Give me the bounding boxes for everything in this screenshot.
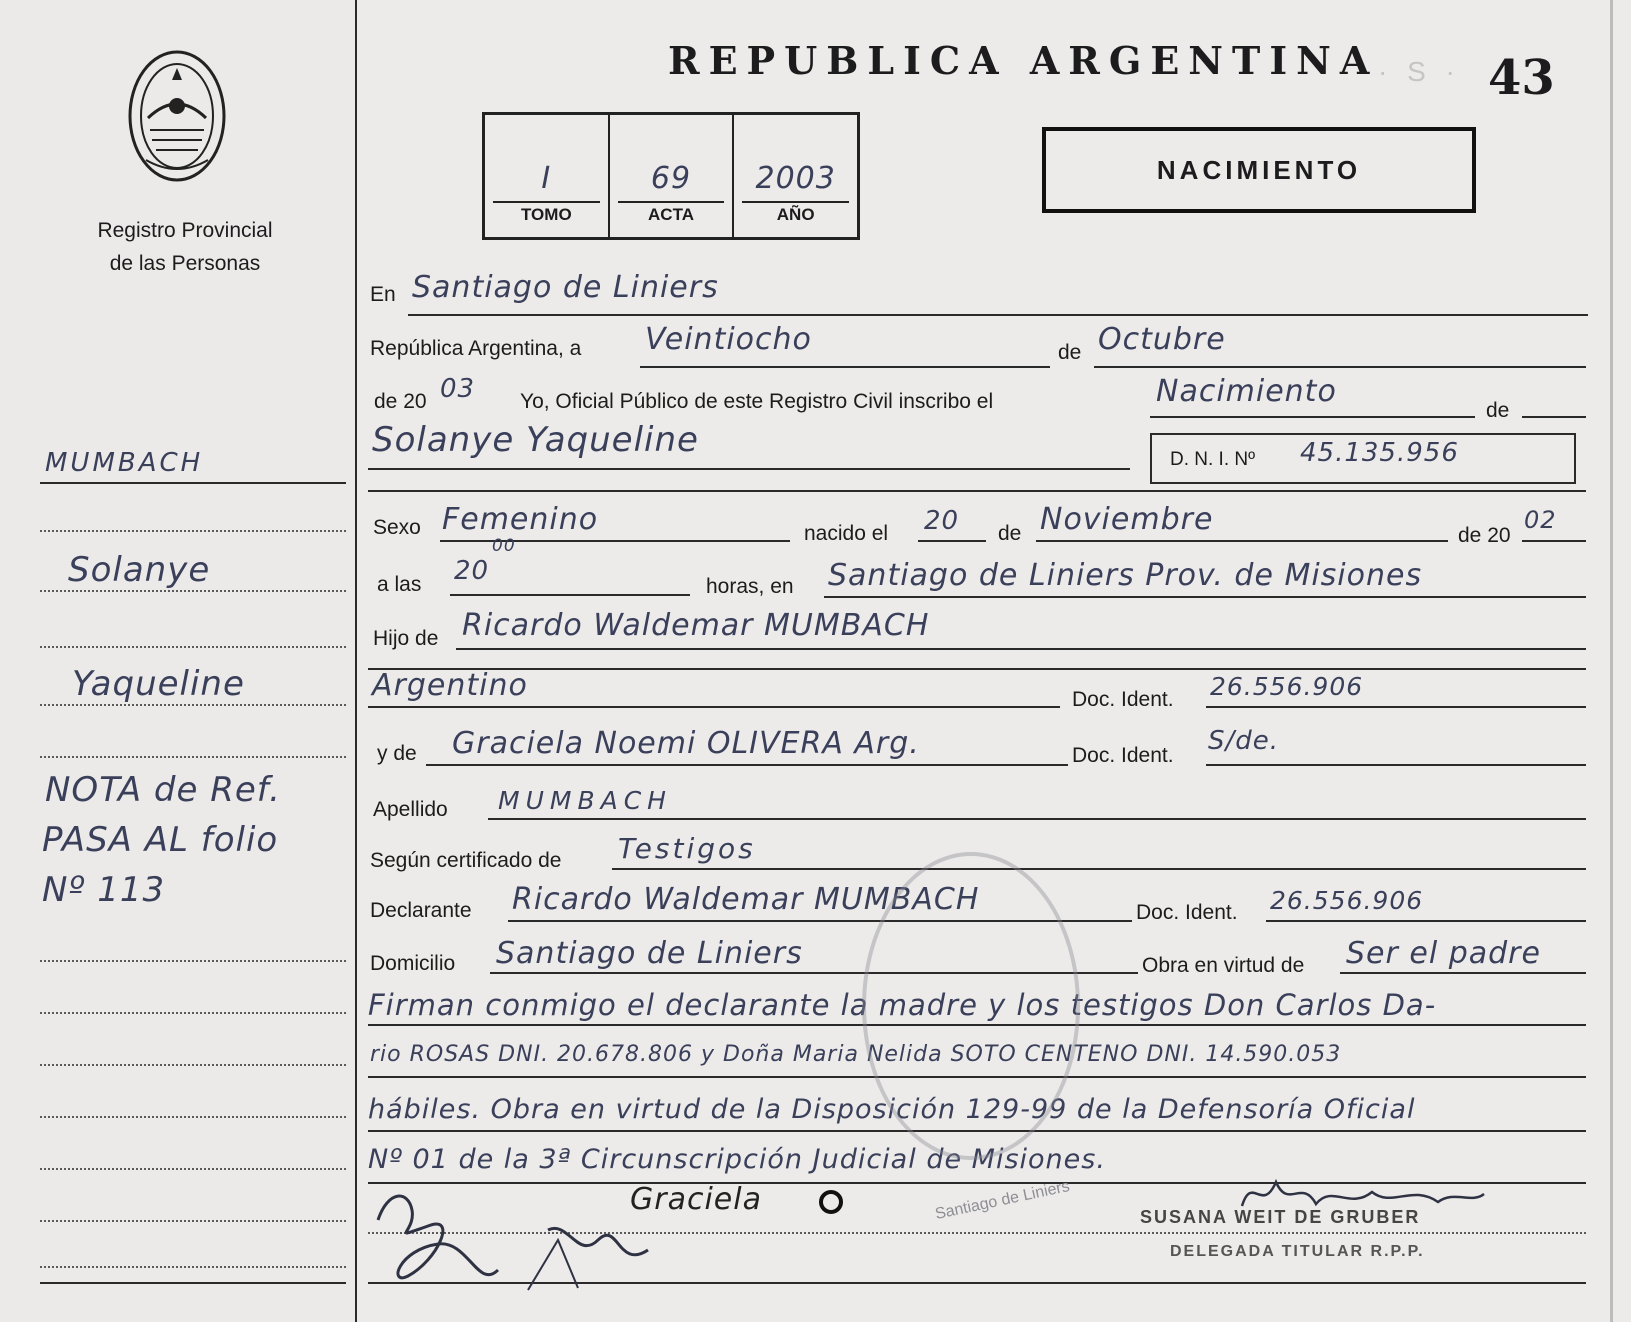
fill-line	[1206, 706, 1586, 708]
margin-dotted-line	[40, 1064, 346, 1066]
margin-dotted-line	[40, 1220, 346, 1222]
value-padre-nac: Argentino	[372, 668, 528, 703]
label-declarante: Declarante	[370, 899, 472, 922]
value-certificado: Testigos	[618, 832, 756, 865]
label-de-20: de 20	[1458, 524, 1511, 547]
mother-signature: Graciela	[630, 1182, 762, 1217]
fill-line	[488, 818, 1586, 820]
value-anio: 03	[440, 374, 476, 404]
value-domicilio: Santiago de Liniers	[496, 936, 803, 971]
label-obra: Obra en virtud de	[1142, 954, 1305, 977]
section-rule	[368, 490, 1586, 492]
observation-line: Nº 01 de la 3ª Circunscripción Judicial de Misiones.	[368, 1144, 1106, 1175]
label-doc-ident: Doc. Ident.	[1072, 688, 1174, 711]
value-obra: Ser el padre	[1346, 936, 1541, 971]
fill-line	[1522, 416, 1586, 418]
page-edge	[1610, 0, 1613, 1322]
margin-rule	[40, 1282, 346, 1284]
value-declarante-doc: 26.556.906	[1270, 886, 1424, 915]
record-type: NACIMIENTO	[1156, 154, 1362, 185]
margin-dotted-line	[40, 756, 346, 758]
value-hora-min: 00	[492, 536, 516, 556]
margin-first-name: Solanye	[68, 550, 211, 590]
reference-table	[482, 112, 860, 240]
section-rule	[368, 668, 1586, 670]
declarant-signature-icon	[368, 1180, 668, 1300]
fill-line	[368, 468, 1130, 470]
label-de: de	[998, 522, 1022, 545]
margin-dotted-line	[40, 704, 346, 706]
label-hijo-de: Hijo de	[373, 627, 439, 650]
tomo-label: TOMO	[520, 205, 572, 224]
margin-dotted-line	[40, 590, 346, 592]
value-mes: Octubre	[1098, 322, 1226, 357]
margin-dotted-line	[40, 1266, 346, 1268]
fill-line	[1094, 366, 1586, 368]
label-yo-oficial: Yo, Oficial Público de este Registro Civil inscribo el	[520, 390, 994, 413]
value-madre: Graciela Noemi OLIVERA Arg.	[452, 726, 920, 761]
registry-name-line2: de las Personas	[109, 252, 261, 275]
fill-line	[1150, 416, 1475, 418]
margin-dotted-line	[40, 1012, 346, 1014]
value-lugar: Santiago de Liniers	[412, 270, 719, 305]
document-title: REPUBLICA ARGENTINA	[668, 38, 1379, 83]
label-doc-ident: Doc. Ident.	[1072, 744, 1174, 767]
value-padre: Ricardo Waldemar MUMBACH	[462, 608, 930, 643]
value-hora: 20	[454, 556, 490, 586]
column-divider	[355, 0, 357, 1322]
value-apellido: MUMBACH	[498, 786, 672, 815]
value-dia: Veintiocho	[645, 322, 812, 357]
label-dni: D. N. I. Nº	[1170, 449, 1256, 470]
value-acto: Nacimiento	[1156, 374, 1337, 409]
folio-number: 43	[1488, 50, 1555, 106]
label-horas-en: horas, en	[706, 575, 794, 598]
label-republica: República Argentina, a	[370, 337, 582, 360]
fill-line	[918, 540, 986, 542]
acta-label: ACTA	[648, 205, 694, 224]
fill-line	[1340, 972, 1586, 974]
observation-line: hábiles. Obra en virtud de la Disposición 129-99 de la Defensoría Oficial	[368, 1094, 1416, 1125]
acta-cell	[610, 115, 735, 237]
observation-line: Firman conmigo el declarante la madre y los testigos Don Carlos Da-	[368, 988, 1437, 1022]
officer-stamp-role: DELEGADA TITULAR R.P.P.	[1170, 1243, 1425, 1260]
label-sexo: Sexo	[373, 516, 421, 539]
value-dia-nac: 20	[924, 506, 960, 536]
label-doc-ident: Doc. Ident.	[1136, 901, 1238, 924]
fill-line	[408, 314, 1588, 316]
label-a-las: a las	[377, 573, 422, 596]
provincial-seal-icon	[126, 48, 228, 184]
margin-surname: MUMBACH	[45, 448, 204, 478]
value-nombre: Solanye Yaqueline	[372, 420, 699, 460]
margin-column	[0, 0, 355, 1322]
fill-line	[368, 706, 1060, 708]
officer-stamp-name: SUSANA WEIT DE GRUBER	[1140, 1207, 1421, 1227]
label-segun: Según certificado de	[370, 849, 562, 872]
label-nacido-el: nacido el	[804, 522, 889, 545]
registry-name-line1: Registro Provincial	[97, 219, 273, 242]
fill-line	[1206, 764, 1586, 766]
faded-mark: · S ·	[1378, 56, 1461, 87]
value-anio-nac: 02	[1524, 506, 1557, 534]
value-madre-doc: S/de.	[1208, 726, 1280, 756]
label-apellido: Apellido	[373, 798, 448, 821]
value-lugar-nac: Santiago de Liniers Prov. de Misiones	[828, 558, 1423, 593]
value-padre-doc: 26.556.906	[1210, 672, 1364, 701]
fill-line	[824, 596, 1586, 598]
label-en: En	[370, 283, 396, 306]
margin-dotted-line	[40, 1168, 346, 1170]
round-stamp-text: Santiago de Liniers	[933, 1177, 1072, 1224]
margin-rule	[40, 482, 346, 484]
acta-value: 69	[650, 161, 692, 196]
fill-line	[426, 764, 1068, 766]
margin-dotted-line	[40, 530, 346, 532]
value-dni: 45.135.956	[1300, 438, 1459, 468]
label-de-20: de 20	[374, 390, 427, 413]
ano-cell	[734, 115, 857, 237]
fill-line	[1522, 540, 1586, 542]
margin-note-line2: PASA AL folio	[42, 820, 279, 860]
margin-dotted-line	[40, 960, 346, 962]
label-de: de	[1058, 341, 1082, 364]
value-sexo: Femenino	[442, 502, 599, 537]
margin-note-line1: NOTA de Ref.	[45, 770, 281, 810]
fill-line	[612, 868, 1586, 870]
label-y-de: y de	[377, 742, 417, 765]
fill-line	[1036, 540, 1448, 542]
value-declarante: Ricardo Waldemar MUMBACH	[512, 882, 980, 917]
margin-second-name: Yaqueline	[72, 664, 245, 704]
label-domicilio: Domicilio	[370, 952, 456, 975]
tomo-value: I	[541, 161, 552, 196]
margin-dotted-line	[40, 646, 346, 648]
margin-note-line3: Nº 113	[42, 870, 166, 910]
tomo-cell	[485, 115, 610, 237]
fill-line	[450, 594, 690, 596]
value-mes-nac: Noviembre	[1040, 502, 1214, 537]
label-de: de	[1486, 399, 1510, 422]
registry-name	[60, 214, 310, 280]
ano-label: AÑO	[776, 205, 815, 224]
margin-dotted-line	[40, 1116, 346, 1118]
official-round-stamp	[862, 852, 1080, 1160]
ano-value: 2003	[755, 161, 836, 196]
record-type-box	[1042, 127, 1476, 213]
fill-line	[640, 366, 1050, 368]
fill-line	[456, 648, 1586, 650]
fingerprint-mark-icon	[818, 1190, 844, 1214]
observation-line: rio ROSAS DNI. 20.678.806 y Doña Maria Nelida SOTO CENTENO DNI. 14.590.053	[370, 1042, 1342, 1067]
fill-line	[1266, 920, 1586, 922]
